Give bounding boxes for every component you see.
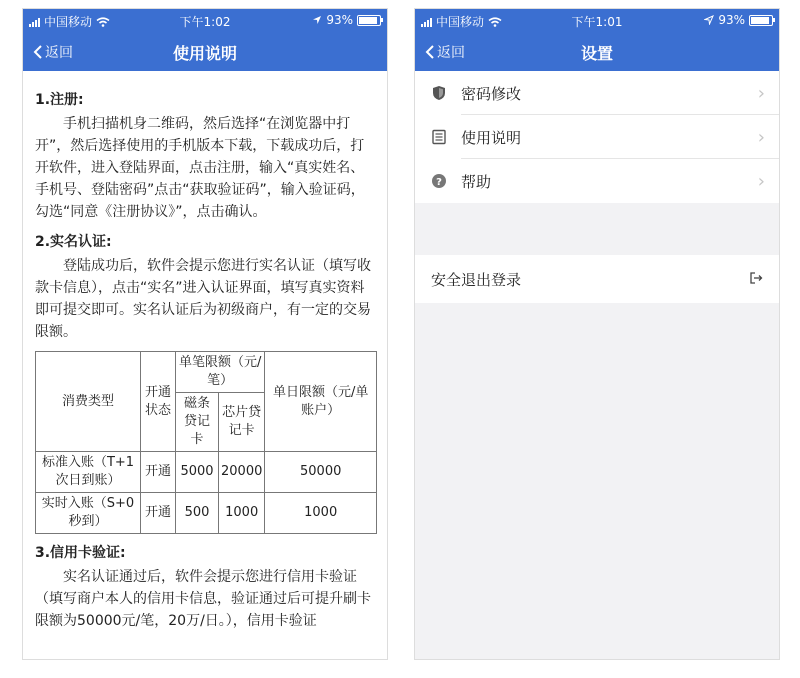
section-text-credit: 实名认证通过后，软件会提示您进行信用卡验证（填写商户本人的信用卡信息，验证通过后可提升刷卡限额为50000元/笔，20万/日。），信用卡验证 (35, 569, 371, 629)
chevron-right-icon: › (757, 171, 765, 192)
table-cell: 1000 (265, 493, 377, 534)
menu-item-label: 使用说明 (461, 128, 522, 147)
logout-label: 安全退出登录 (431, 270, 522, 289)
document-icon (431, 129, 447, 145)
instructions-content (23, 71, 387, 632)
nav-bar (415, 31, 779, 71)
table-header: 单日限额（元/单账户） (265, 352, 377, 452)
help-icon (431, 173, 447, 189)
menu-item-help[interactable] (415, 159, 779, 203)
page-title: 使用说明 (172, 44, 237, 63)
table-header: 芯片贷记卡 (219, 393, 265, 452)
table-cell: 50000 (265, 452, 377, 493)
table-row (36, 452, 377, 493)
back-label: 返回 (437, 45, 465, 61)
nav-bar (23, 31, 387, 71)
svg-text:?: ? (436, 177, 442, 188)
table-cell: 实时入账（S+0秒到） (36, 493, 141, 534)
section-heading-credit: 3.信用卡验证: (35, 545, 126, 561)
instructions-screen (22, 8, 388, 660)
shield-icon (431, 85, 447, 101)
table-header: 磁条贷记卡 (176, 393, 219, 452)
section-heading-register: 1.注册: (35, 92, 84, 108)
section-text-register: 手机扫描机身二维码，然后选择“在浏览器中打开”，然后选择使用的手机版本下载，下载成功后，打开软件，进入登陆界面，点击注册，输入“真实姓名、手机号、登陆密码”点击“获取验证码”，输入验证码，勾选“同意《注册协议》”，点击确认。 (35, 116, 365, 220)
table-cell: 标准入账（T+1次日到账） (36, 452, 141, 493)
menu-item-label: 密码修改 (461, 84, 522, 103)
menu-item-password[interactable] (415, 71, 779, 115)
table-cell: 开通 (141, 493, 176, 534)
carrier-label: 中国移动 (44, 15, 93, 29)
section-heading-verify: 2.实名认证: (35, 234, 112, 250)
status-time: 下午1:01 (571, 15, 623, 29)
status-time: 下午1:02 (179, 15, 231, 29)
battery-icon (749, 15, 773, 26)
carrier-label: 中国移动 (436, 15, 485, 29)
table-header: 开通状态 (141, 352, 176, 452)
battery-percent: 93% (326, 13, 353, 27)
table-cell: 5000 (176, 452, 219, 493)
table-header: 消费类型 (36, 352, 141, 452)
menu-item-instructions[interactable] (415, 115, 779, 159)
settings-menu (415, 71, 779, 203)
location-icon (704, 15, 714, 25)
limits-table (35, 351, 377, 534)
chevron-right-icon: › (757, 127, 765, 148)
table-cell: 500 (176, 493, 219, 534)
section-text-verify: 登陆成功后，软件会提示您进行实名认证（填写收款卡信息），点击“实名”进入认证界面，填写真实资料即可提交即可。实名认证后为初级商户，有一定的交易限额。 (35, 258, 371, 340)
battery-percent: 93% (718, 13, 745, 27)
back-label: 返回 (45, 45, 73, 61)
logout-icon (749, 270, 763, 289)
menu-item-label: 帮助 (461, 172, 492, 191)
page-title: 设置 (580, 44, 613, 63)
chevron-right-icon: › (757, 83, 765, 104)
table-row (36, 493, 377, 534)
status-bar (415, 9, 779, 31)
logout-button[interactable] (415, 255, 779, 303)
table-cell: 20000 (219, 452, 265, 493)
battery-icon (357, 15, 381, 26)
table-header: 单笔限额（元/笔） (176, 352, 265, 393)
table-cell: 1000 (219, 493, 265, 534)
status-bar (23, 9, 387, 31)
settings-screen (414, 8, 780, 660)
location-icon (312, 15, 322, 25)
table-cell: 开通 (141, 452, 176, 493)
